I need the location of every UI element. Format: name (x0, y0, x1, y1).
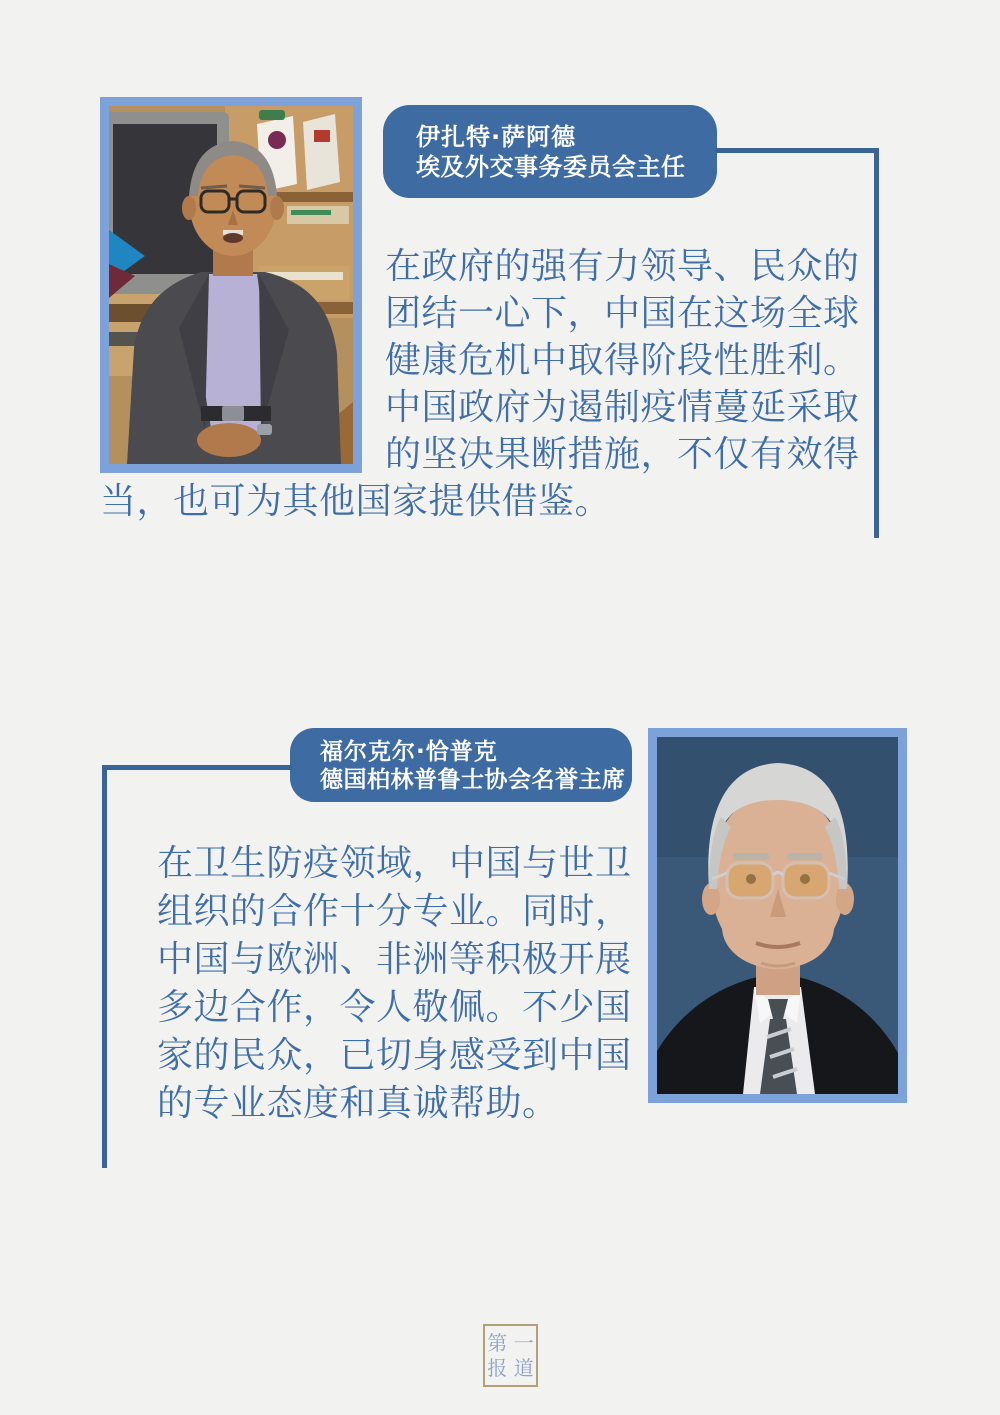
speaker-badge-1 (383, 105, 717, 198)
quote-line: 当，也可为其他国家提供借鉴。 (100, 481, 612, 522)
connector-horizontal-1 (715, 148, 879, 153)
speaker-name-2: 福尔克尔·恰普克 (320, 739, 498, 765)
connector-vertical-2 (102, 765, 107, 1168)
quote-line: 中国与欧洲、非洲等积极开展 (157, 939, 632, 980)
quote-line: 团结一心下，中国在这场全球 (385, 293, 860, 334)
speaker-name-1: 伊扎特·萨阿德 (416, 123, 577, 151)
portrait-photo-graphic (657, 737, 898, 1094)
seal-char: 一 (513, 1331, 534, 1355)
quote-text-1 (385, 243, 860, 478)
quote-line: 多边合作，令人敬佩。不少国 (157, 987, 632, 1028)
speaker-title-2: 德国柏林普鲁士协会名誉主席 (320, 767, 626, 793)
quote-text-1-last-line (100, 478, 611, 525)
speaker-title-1: 埃及外交事务委员会主任 (416, 153, 686, 181)
connector-horizontal-2 (102, 765, 292, 770)
quote-line: 在政府的强有力领导、民众的 (385, 246, 860, 287)
speaker-photo-1 (100, 97, 362, 473)
quote-line: 健康危机中取得阶段性胜利。 (385, 340, 860, 381)
office-interview-photo-graphic (109, 106, 353, 464)
seal-char: 第 (487, 1331, 508, 1355)
quote-line: 的坚决果断措施，不仅有效得 (385, 434, 860, 475)
speaker-badge-2 (290, 728, 632, 802)
speaker-photo-2 (648, 728, 907, 1103)
quote-line: 的专业态度和真诚帮助。 (157, 1083, 559, 1124)
quote-line: 中国政府为遏制疫情蔓延采取 (385, 387, 860, 428)
quote-line: 组织的合作十分专业。同时， (157, 891, 632, 932)
quote-line: 家的民众，已切身感受到中国 (157, 1035, 632, 1076)
connector-vertical-1 (874, 148, 879, 538)
first-report-seal (483, 1324, 538, 1387)
seal-char: 道 (513, 1356, 534, 1380)
seal-char: 报 (487, 1356, 508, 1380)
quote-text-2 (157, 840, 632, 1128)
quote-line: 在卫生防疫领域，中国与世卫 (157, 843, 632, 884)
